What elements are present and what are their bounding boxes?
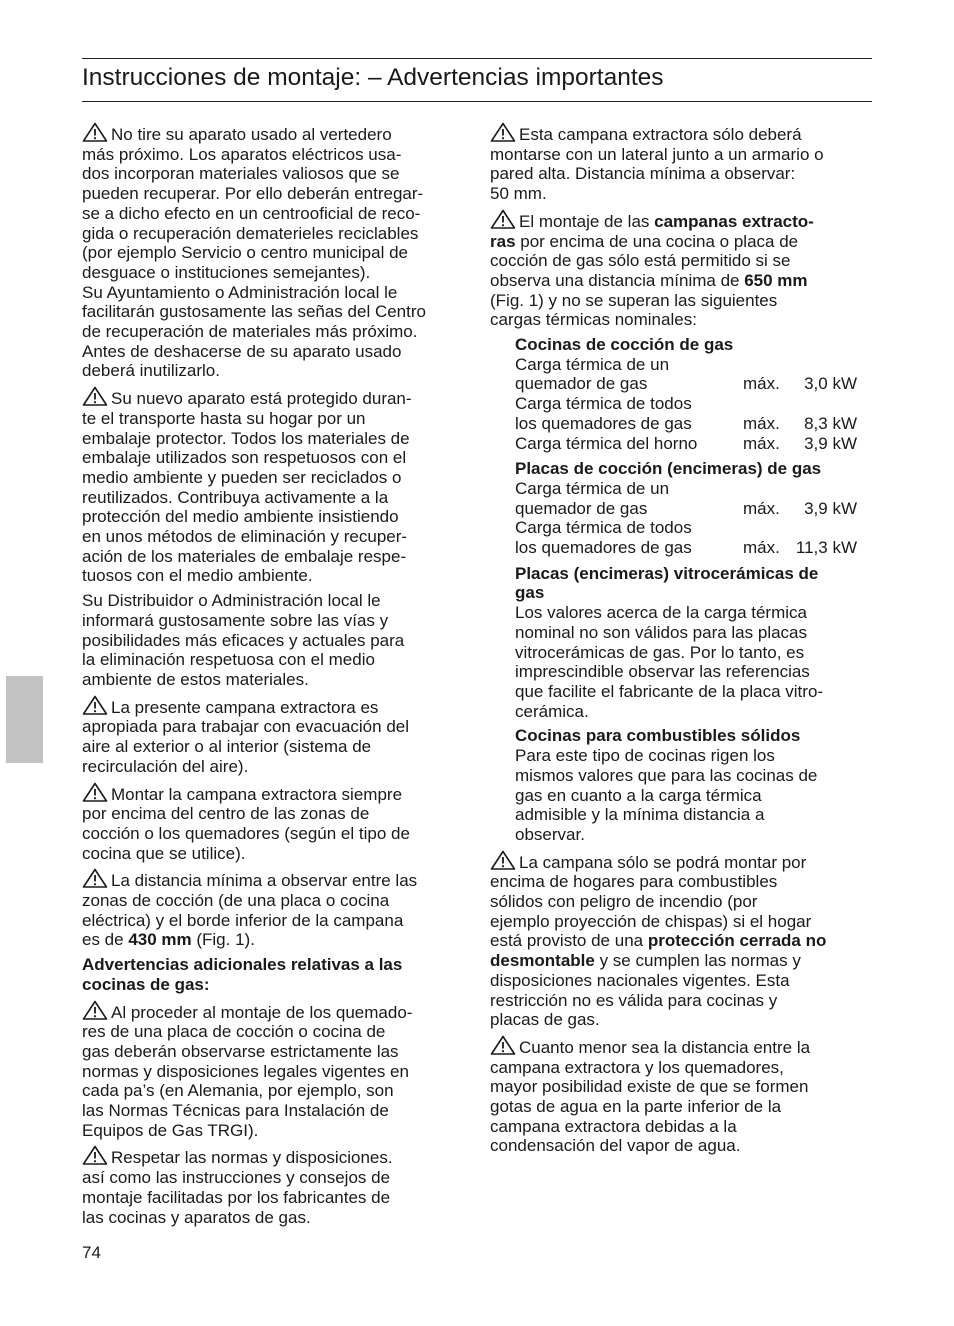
heading-gas-cookers: Cocinas de cocción de gas [515, 335, 734, 355]
warning-triangle-icon [82, 1145, 108, 1165]
load-max-label: máx. [743, 538, 780, 558]
load-max-label: máx. [743, 374, 780, 394]
heading-glass-ceramic-gas: Placas (encimeras) vitrocerámicas de gas [515, 563, 819, 603]
warning-triangle-icon [82, 868, 108, 888]
right-column [490, 122, 875, 1161]
language-side-tab [6, 676, 43, 763]
load-value: 3,9 kW [804, 498, 857, 518]
paragraph-lateral-mount: Esta campana extractora sólo deberá montarse con un lateral junto a un armario o pared alta. Distancia mínima a observar: 50 mm. [490, 122, 875, 204]
load-max-label [743, 479, 791, 499]
load-label: los quemadores de gas [515, 413, 692, 433]
load-table-row [515, 394, 875, 414]
warning-triangle-icon [490, 1035, 516, 1055]
table-gas-hobs [515, 479, 875, 558]
load-value [791, 355, 857, 375]
load-value [791, 394, 857, 414]
paragraph-solid-fuel-mount: La campana sólo se podrá montar por encima de hogares para combustibles sólidos con peligro de incendio (por ejemplo proyección de chispas) si el hogar está provisto de una protección cerrada no desmontable y se cumplen las normas y disposiciones nacionales vigentes. Esta restricción no es válida para cocinas y placas de gas. [490, 850, 875, 1030]
load-table-row [515, 355, 875, 375]
load-value [791, 479, 857, 499]
warning-triangle-icon [82, 782, 108, 802]
load-value: 11,3 kW [795, 538, 857, 558]
paragraph-minimum-distance: La distancia mínima a observar entre las zonas de cocción (de una placa o cocina eléctrica) y el borde inferior de la campana es de 430 mm (Fig. 1). [82, 868, 467, 950]
paragraph-gas-regulations: Al proceder al montaje de los quemado- res de una placa de cocción o cocina de gas deberán observarse estrictamente las normas y disposiciones legales vigentes en cada pa’s (en Alemania, por ejemplo, son las Normas Técnicas para Instalación de Equipos de Gas TRGI). [82, 1000, 467, 1141]
load-label: quemador de gas [515, 498, 648, 518]
warning-triangle-icon [490, 209, 516, 229]
load-table-row [515, 414, 875, 434]
page-title: Instrucciones de montaje: – Advertencias importantes [82, 64, 664, 91]
paragraph-packaging: Su nuevo aparato está protegido duran- te el transporte hasta su hogar por un embalaje protector. Todos los materiales de embalaje utilizados son respetuosos con el medio ambiente y pueden ser reciclados o reutilizados. Contribuya activamente a la protección del medio ambiente insistiendo en unos métodos de eliminación y recuper- ación de los materiales de embalaje respe- tuosos con el medio ambiente. [82, 386, 467, 586]
load-value: 8,3 kW [804, 413, 857, 433]
heading-gas-warnings: Advertencias adicionales relativas a las cocinas de gas: [82, 955, 403, 994]
load-max-label [743, 394, 791, 414]
heading-gas-hobs: Placas de cocción (encimeras) de gas [515, 459, 822, 479]
header-bottom-rule [82, 101, 872, 102]
warning-triangle-icon [82, 695, 108, 715]
load-label: los quemadores de gas [515, 538, 692, 558]
paragraph-distributor: Su Distribuidor o Administración local le informará gustosamente sobre las vías y posibilidades más eficaces y actuales para la eliminación respetuosa con el medio ambiente de estos materiales. [82, 591, 405, 689]
load-table-row [515, 434, 875, 454]
load-max-label: máx. [743, 413, 780, 433]
paragraph-disposal: No tire su aparato usado al vertedero más próximo. Los aparatos eléctricos usa- dos incorporan materiales valiosos que se pueden recuperar. Por ello deberán entregar- se a dicho efecto en un centrooficial de reco- gida o recuperación dematerieles reciclables (por ejemplo Servicio o centro municipal de desguace o instituciones semejantes). Su Ayuntamiento o Administración local le facilitarán gustosamente las señas del Centro de recuperación de materiales más próximo. Antes de deshacerse de su aparato usado deberá inutilizarlo. [82, 122, 467, 381]
load-label: Carga térmica de un [515, 478, 670, 498]
page-number: 74 [82, 1243, 101, 1262]
header-top-rule [82, 58, 872, 59]
load-max-label: máx. [743, 433, 780, 453]
load-table-row [515, 479, 875, 499]
paragraph-solid-fuel: Para este tipo de cocinas rigen los mismos valores que para las cocinas de gas en cuanto a la carga térmica admisible y la mínima distancia a observar. [515, 746, 818, 844]
load-value [791, 518, 857, 538]
load-label: Carga térmica de todos [515, 518, 692, 538]
paragraph-mounting-center: Montar la campana extractora siempre por encima del centro de las zonas de cocción o los quemadores (según el tipo de cocina que se utilice). [82, 782, 467, 864]
warning-triangle-icon [490, 850, 516, 870]
load-value: 3,9 kW [804, 433, 857, 453]
load-table-row [515, 499, 875, 519]
load-max-label: máx. [743, 498, 780, 518]
load-table-row [515, 518, 875, 538]
load-max-label [743, 518, 791, 538]
table-gas-cookers [515, 355, 875, 454]
paragraph-hood-operation: La presente campana extractora es apropiada para trabajar con evacuación del aire al exterior o al interior (sistema de recirculación del aire). [82, 695, 467, 777]
load-label: Carga térmica de un [515, 354, 670, 374]
load-table-row [515, 374, 875, 394]
paragraph-gas-hood-mount: El montaje de las campanas extracto- ras por encima de una cocina o placa de cocción de gas sólo está permitido si se observa una distancia mínima de 650 mm (Fig. 1) y no se superan las siguientes cargas térmicas nominales: [490, 209, 875, 330]
warning-triangle-icon [82, 1000, 108, 1020]
warning-triangle-icon [82, 122, 108, 142]
load-label: Carga térmica de todos [515, 394, 692, 414]
heading-solid-fuel: Cocinas para combustibles sólidos [515, 726, 801, 746]
load-table-row [515, 538, 875, 558]
left-column [82, 122, 467, 1232]
load-value: 3,0 kW [804, 374, 857, 394]
paragraph-glass-ceramic-gas: Los valores acerca de la carga térmica nominal no son válidos para las placas vitrocerámicas de gas. Por lo tanto, es imprescindible observar las referencias que facilite el fabricante de la placa vitro- cerámica. [515, 603, 824, 721]
load-label: quemador de gas [515, 374, 648, 394]
warning-triangle-icon [82, 386, 108, 406]
load-max-label [743, 355, 791, 375]
warning-triangle-icon [490, 122, 516, 142]
paragraph-respect-norms: Respetar las normas y disposiciones. así como las instrucciones y consejos de montaje facilitadas por los fabricantes de las cocinas y aparatos de gas. [82, 1145, 467, 1227]
paragraph-condensation: Cuanto menor sea la distancia entre la campana extractora y los quemadores, mayor posibilidad existe de que se formen gotas de agua en la parte inferior de la campana extractora debidas a la condensación del vapor de agua. [490, 1035, 875, 1156]
load-label: Carga térmica del horno [515, 433, 698, 453]
